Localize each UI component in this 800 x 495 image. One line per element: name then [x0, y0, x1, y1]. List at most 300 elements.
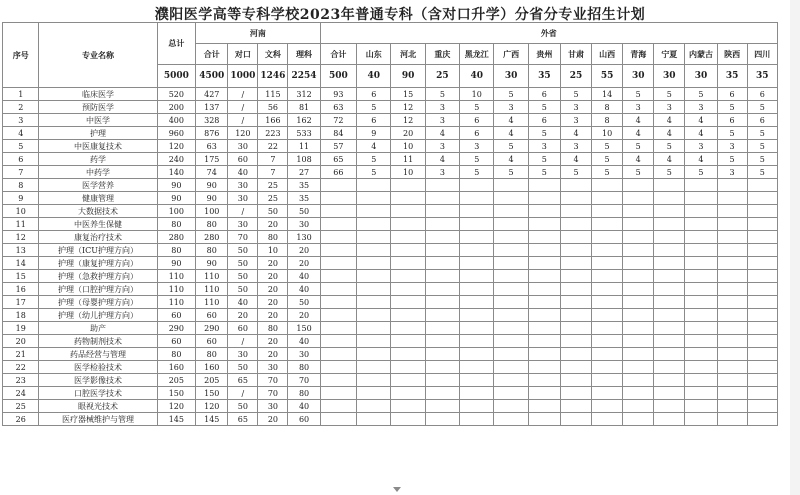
row-cell [685, 205, 717, 218]
row-cell: 30 [228, 192, 258, 205]
row-cell [391, 205, 425, 218]
row-cell: 6 [717, 114, 747, 127]
header-total-value: 30 [623, 65, 654, 88]
row-cell [320, 413, 356, 426]
row-cell: 100 [157, 205, 196, 218]
table-row [3, 387, 778, 400]
row-cell: 65 [228, 413, 258, 426]
row-cell [357, 296, 391, 309]
table-row [3, 309, 778, 322]
row-cell [623, 413, 654, 426]
row-cell [717, 192, 747, 205]
row-cell [747, 361, 777, 374]
row-cell: 50 [228, 257, 258, 270]
row-cell [685, 218, 717, 231]
row-cell [528, 283, 560, 296]
row-cell [528, 348, 560, 361]
row-cell: 5 [747, 127, 777, 140]
row-cell [685, 387, 717, 400]
row-seq: 20 [3, 335, 39, 348]
row-cell: 20 [288, 244, 320, 257]
row-cell: 50 [258, 205, 288, 218]
row-cell [592, 309, 623, 322]
row-cell [592, 387, 623, 400]
header-province-col: 甘肃 [560, 44, 591, 65]
row-cell [460, 270, 494, 283]
row-cell [685, 335, 717, 348]
row-cell [717, 322, 747, 335]
row-cell [623, 309, 654, 322]
row-cell [717, 257, 747, 270]
row-cell [623, 283, 654, 296]
row-cell: 80 [157, 348, 196, 361]
scroll-down-icon[interactable] [393, 487, 401, 492]
row-cell [528, 218, 560, 231]
row-cell [391, 348, 425, 361]
row-cell: 25 [258, 179, 288, 192]
header-province-col: 四川 [747, 44, 777, 65]
row-cell: 22 [258, 140, 288, 153]
row-cell: 10 [258, 244, 288, 257]
row-cell [654, 400, 685, 413]
row-cell [717, 348, 747, 361]
row-cell: 80 [157, 218, 196, 231]
table-row [3, 127, 778, 140]
row-cell [717, 179, 747, 192]
row-cell: 40 [288, 270, 320, 283]
row-cell [654, 361, 685, 374]
row-cell [623, 387, 654, 400]
row-cell: 40 [228, 296, 258, 309]
header-total-value: 25 [560, 65, 591, 88]
row-cell [717, 374, 747, 387]
table-row [3, 296, 778, 309]
row-cell [560, 192, 591, 205]
row-cell [391, 322, 425, 335]
row-cell [391, 400, 425, 413]
row-cell: 160 [196, 361, 228, 374]
row-cell [357, 335, 391, 348]
row-cell: 90 [157, 257, 196, 270]
header-total-value: 500 [320, 65, 356, 88]
row-cell [747, 205, 777, 218]
row-cell [747, 270, 777, 283]
row-cell: 3 [425, 140, 459, 153]
row-cell [685, 413, 717, 426]
row-cell [528, 231, 560, 244]
row-cell: 66 [320, 166, 356, 179]
row-cell: 312 [288, 88, 320, 101]
row-cell: 4 [357, 140, 391, 153]
row-cell: 130 [288, 231, 320, 244]
table-row [3, 283, 778, 296]
row-major-name: 眼视光技术 [39, 400, 157, 413]
row-cell [685, 348, 717, 361]
row-cell: 5 [460, 166, 494, 179]
row-major-name: 护理（幼儿护理方向） [39, 309, 157, 322]
row-cell: 5 [717, 127, 747, 140]
row-cell [560, 257, 591, 270]
header-total-value: 35 [528, 65, 560, 88]
row-cell [654, 244, 685, 257]
row-cell: 63 [320, 101, 356, 114]
row-cell [320, 179, 356, 192]
row-cell: 30 [228, 348, 258, 361]
row-cell: 5 [747, 166, 777, 179]
row-cell: 5 [425, 88, 459, 101]
row-cell [391, 296, 425, 309]
row-cell: 40 [288, 400, 320, 413]
row-cell: 137 [196, 101, 228, 114]
header-henan: 河南 [196, 23, 320, 44]
row-cell: 4 [425, 153, 459, 166]
row-cell [494, 192, 528, 205]
row-cell [320, 374, 356, 387]
row-cell: 533 [288, 127, 320, 140]
row-cell [460, 361, 494, 374]
row-cell: 5 [494, 88, 528, 101]
row-cell [717, 218, 747, 231]
row-cell: 115 [258, 88, 288, 101]
header-province-col: 河北 [391, 44, 425, 65]
table-row [3, 166, 778, 179]
row-cell: 30 [288, 218, 320, 231]
row-cell: / [228, 387, 258, 400]
row-cell: 427 [196, 88, 228, 101]
row-cell: 10 [391, 140, 425, 153]
row-cell [654, 192, 685, 205]
table-row [3, 400, 778, 413]
table-row [3, 88, 778, 101]
row-major-name: 康复治疗技术 [39, 231, 157, 244]
row-cell [528, 192, 560, 205]
row-cell: 11 [288, 140, 320, 153]
row-cell [747, 296, 777, 309]
row-cell: 20 [258, 413, 288, 426]
row-cell [357, 231, 391, 244]
row-cell: 5 [592, 153, 623, 166]
row-major-name: 护理（急救护理方向） [39, 270, 157, 283]
row-cell: 3 [425, 101, 459, 114]
row-major-name: 健康管理 [39, 192, 157, 205]
row-cell: 3 [654, 101, 685, 114]
table-row [3, 348, 778, 361]
row-seq: 2 [3, 101, 39, 114]
row-cell [654, 231, 685, 244]
row-cell [654, 179, 685, 192]
header-total-value: 30 [494, 65, 528, 88]
row-cell [425, 400, 459, 413]
row-cell: / [228, 114, 258, 127]
header-province-col: 广西 [494, 44, 528, 65]
row-cell: 5 [685, 88, 717, 101]
row-cell: 84 [320, 127, 356, 140]
row-cell: 27 [288, 166, 320, 179]
row-cell: 120 [157, 140, 196, 153]
row-cell [320, 244, 356, 257]
row-cell [320, 335, 356, 348]
row-cell [357, 270, 391, 283]
row-cell: 5 [460, 101, 494, 114]
row-major-name: 护理 [39, 127, 157, 140]
row-major-name: 护理（母婴护理方向） [39, 296, 157, 309]
row-cell [460, 309, 494, 322]
row-cell [623, 257, 654, 270]
row-cell: 80 [196, 244, 228, 257]
row-cell: 90 [157, 192, 196, 205]
row-cell [592, 283, 623, 296]
row-cell [460, 322, 494, 335]
row-cell [460, 257, 494, 270]
row-cell: 3 [560, 114, 591, 127]
row-cell: 4 [685, 127, 717, 140]
row-cell [592, 335, 623, 348]
row-cell [560, 205, 591, 218]
row-cell: 5 [560, 88, 591, 101]
row-cell: 6 [528, 88, 560, 101]
row-cell [685, 296, 717, 309]
header-total-value: 1246 [258, 65, 288, 88]
scrollbar[interactable] [790, 0, 800, 495]
row-cell [717, 231, 747, 244]
row-cell [560, 270, 591, 283]
row-cell [560, 387, 591, 400]
row-cell [357, 413, 391, 426]
row-cell [494, 244, 528, 257]
row-cell [528, 387, 560, 400]
row-cell [560, 218, 591, 231]
row-seq: 23 [3, 374, 39, 387]
row-cell [685, 322, 717, 335]
row-cell: 110 [157, 270, 196, 283]
row-cell [357, 179, 391, 192]
header-seq: 序号 [3, 23, 39, 88]
row-cell: 6 [460, 114, 494, 127]
row-seq: 24 [3, 387, 39, 400]
row-seq: 17 [3, 296, 39, 309]
row-cell [320, 192, 356, 205]
row-cell [460, 413, 494, 426]
row-major-name: 药品经营与管理 [39, 348, 157, 361]
row-cell [528, 400, 560, 413]
header-total-value: 35 [747, 65, 777, 88]
row-cell: 4 [623, 114, 654, 127]
row-cell [425, 322, 459, 335]
row-seq: 19 [3, 322, 39, 335]
header-province-col: 重庆 [425, 44, 459, 65]
row-cell: 20 [228, 309, 258, 322]
row-cell [320, 296, 356, 309]
row-seq: 13 [3, 244, 39, 257]
row-cell [425, 205, 459, 218]
row-cell [320, 270, 356, 283]
row-cell [494, 361, 528, 374]
row-cell: 30 [288, 348, 320, 361]
row-major-name: 中药学 [39, 166, 157, 179]
row-cell [460, 205, 494, 218]
header-total-value: 90 [391, 65, 425, 88]
row-cell [357, 322, 391, 335]
row-cell: 4 [654, 114, 685, 127]
row-cell: 50 [228, 270, 258, 283]
row-cell [425, 244, 459, 257]
row-major-name: 大数据技术 [39, 205, 157, 218]
row-cell [623, 322, 654, 335]
row-cell [747, 257, 777, 270]
row-cell [592, 179, 623, 192]
row-cell [320, 322, 356, 335]
row-cell: 5 [747, 140, 777, 153]
row-cell: 328 [196, 114, 228, 127]
row-cell: 162 [288, 114, 320, 127]
row-cell [685, 283, 717, 296]
row-cell: / [228, 88, 258, 101]
row-cell [357, 387, 391, 400]
header-total-value: 30 [685, 65, 717, 88]
row-cell [685, 244, 717, 257]
row-major-name: 临床医学 [39, 88, 157, 101]
row-cell: 70 [228, 231, 258, 244]
row-cell [460, 348, 494, 361]
row-seq: 8 [3, 179, 39, 192]
row-cell: 240 [157, 153, 196, 166]
table-row [3, 413, 778, 426]
row-cell: 108 [288, 153, 320, 166]
row-cell [460, 400, 494, 413]
row-cell: 10 [592, 127, 623, 140]
row-cell: 20 [288, 309, 320, 322]
row-seq: 4 [3, 127, 39, 140]
row-cell [391, 283, 425, 296]
row-cell [391, 244, 425, 257]
row-cell [320, 387, 356, 400]
row-cell: 72 [320, 114, 356, 127]
row-major-name: 护理（康复护理方向） [39, 257, 157, 270]
row-cell [320, 283, 356, 296]
row-cell: 6 [747, 114, 777, 127]
row-cell [560, 244, 591, 257]
row-cell: 20 [288, 257, 320, 270]
row-cell [560, 296, 591, 309]
row-cell: 40 [288, 335, 320, 348]
header-province-col: 贵州 [528, 44, 560, 65]
row-cell [747, 374, 777, 387]
row-cell: 5 [494, 166, 528, 179]
row-cell: 166 [258, 114, 288, 127]
row-cell: 5 [623, 88, 654, 101]
row-cell [357, 192, 391, 205]
row-cell: 5 [685, 166, 717, 179]
row-cell: 80 [196, 218, 228, 231]
row-cell: 5 [528, 166, 560, 179]
row-seq: 22 [3, 361, 39, 374]
row-cell [425, 192, 459, 205]
row-cell [623, 296, 654, 309]
table-row [3, 257, 778, 270]
row-cell: 80 [157, 244, 196, 257]
row-cell [747, 400, 777, 413]
row-cell [747, 348, 777, 361]
row-cell: 5 [460, 153, 494, 166]
row-cell [623, 244, 654, 257]
row-cell: 50 [228, 361, 258, 374]
row-cell [654, 322, 685, 335]
row-cell [747, 192, 777, 205]
row-cell [747, 218, 777, 231]
header-province-col: 陕西 [717, 44, 747, 65]
row-cell [654, 205, 685, 218]
row-cell [391, 270, 425, 283]
row-cell [623, 231, 654, 244]
row-cell: 80 [258, 322, 288, 335]
row-cell [592, 205, 623, 218]
row-cell [320, 400, 356, 413]
row-cell: 50 [288, 296, 320, 309]
row-cell: 10 [460, 88, 494, 101]
row-cell: 3 [685, 101, 717, 114]
header-total-value: 4500 [196, 65, 228, 88]
header-total-value: 35 [717, 65, 747, 88]
row-cell [560, 413, 591, 426]
row-cell [425, 296, 459, 309]
row-cell: 7 [258, 153, 288, 166]
row-cell [320, 231, 356, 244]
row-cell [747, 283, 777, 296]
row-cell [685, 179, 717, 192]
header-province-col: 山西 [592, 44, 623, 65]
row-cell [685, 400, 717, 413]
row-cell: 3 [425, 114, 459, 127]
row-cell: 60 [228, 153, 258, 166]
row-cell: 4 [685, 114, 717, 127]
row-cell [494, 231, 528, 244]
row-cell: 290 [196, 322, 228, 335]
row-cell: 3 [685, 140, 717, 153]
row-cell: 50 [288, 205, 320, 218]
row-cell [357, 205, 391, 218]
row-cell [460, 296, 494, 309]
row-cell [425, 413, 459, 426]
row-cell: 81 [288, 101, 320, 114]
row-cell: 5 [717, 153, 747, 166]
row-cell [560, 179, 591, 192]
enrollment-plan-table [2, 22, 778, 426]
row-cell: 5 [494, 140, 528, 153]
row-cell: 20 [258, 218, 288, 231]
row-cell: 110 [196, 296, 228, 309]
row-cell [592, 244, 623, 257]
row-cell [717, 387, 747, 400]
row-seq: 15 [3, 270, 39, 283]
header-henan-col: 理科 [288, 44, 320, 65]
row-cell: 40 [228, 166, 258, 179]
row-cell [320, 205, 356, 218]
row-cell: 90 [196, 179, 228, 192]
row-cell: 80 [288, 361, 320, 374]
row-cell: 3 [560, 101, 591, 114]
row-cell: 70 [258, 387, 288, 400]
row-cell [460, 218, 494, 231]
row-cell: 30 [228, 218, 258, 231]
row-cell: 6 [460, 127, 494, 140]
row-cell: 4 [494, 127, 528, 140]
row-cell: 90 [196, 192, 228, 205]
row-cell [717, 296, 747, 309]
row-cell: 5 [747, 153, 777, 166]
row-cell [357, 400, 391, 413]
row-cell: 3 [623, 101, 654, 114]
row-cell [685, 270, 717, 283]
